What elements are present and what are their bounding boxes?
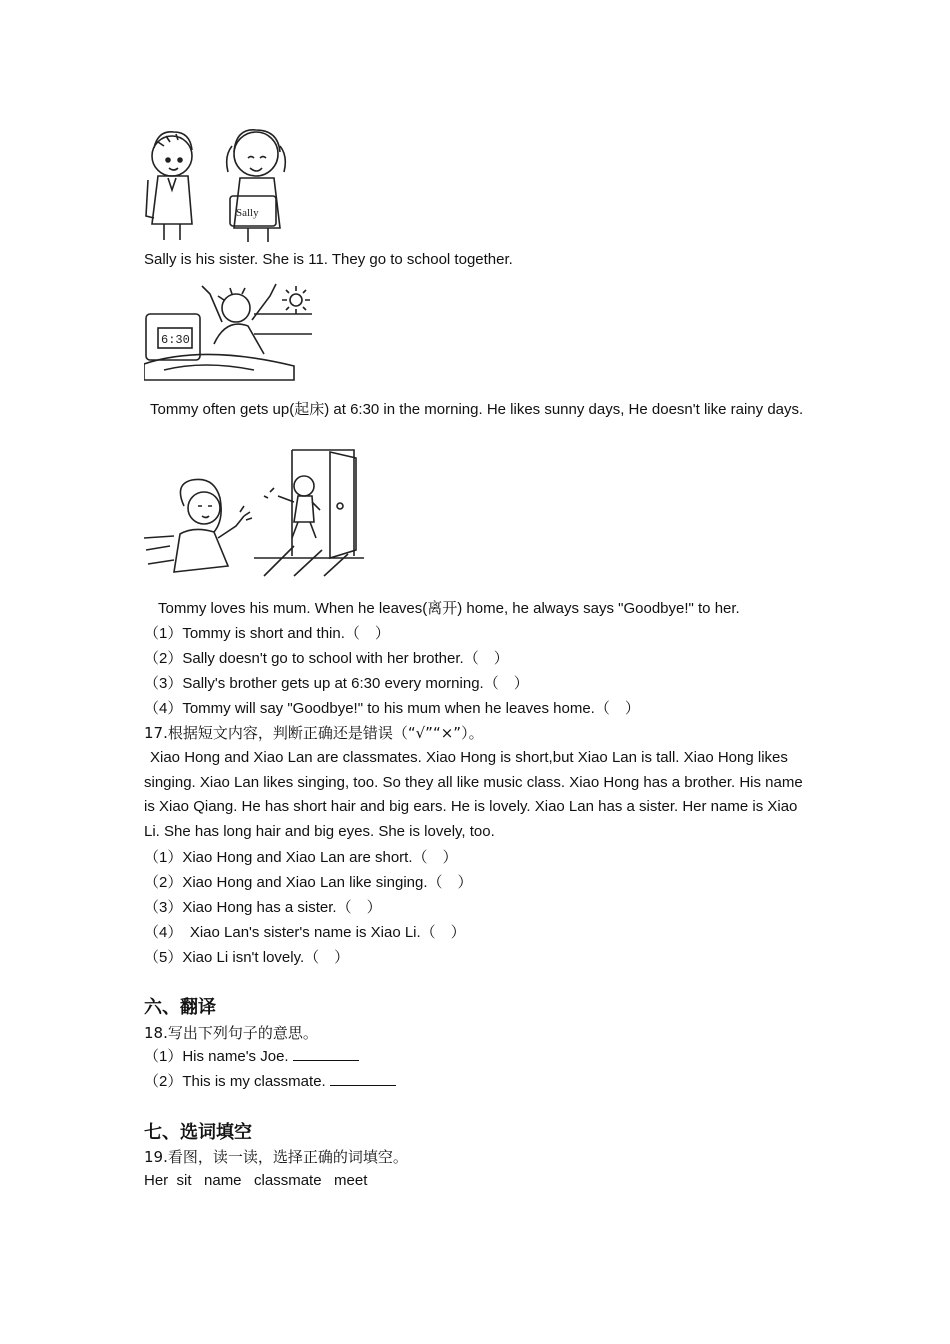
answer-blank[interactable] — [293, 1046, 359, 1061]
q17-question-5: （5）Xiao Li isn't lovely.（ ） — [144, 949, 350, 966]
q18-item-1: （1）His name's Joe. — [144, 1045, 359, 1070]
q17-question-4: （4） Xiao Lan's sister's name is Xiao Li.（ ） — [144, 924, 466, 941]
reading-paragraph-3: Tommy loves his mum. When he leaves(离开) home, he always says "Goodbye!" to her. — [158, 600, 740, 617]
saying-goodbye-illustration — [144, 446, 366, 580]
reading-paragraph-1: Sally is his sister. She is 11. They go to school together. — [144, 251, 513, 268]
reading-paragraph-2: Tommy often gets up(起床) at 6:30 in the morning. He likes sunny days, He doesn't like rainy days. — [150, 401, 804, 418]
getting-up-illustration — [144, 274, 314, 382]
reading1-question-2: （2）Sally doesn't go to school with her brother.（ ） — [144, 650, 509, 667]
sally-name-tag: Sally — [236, 207, 259, 219]
q17-question-2: （2）Xiao Hong and Xiao Lan like singing.（ ） — [144, 874, 473, 891]
question-19-title: 19.看图，读一读，选择正确的词填空。 — [144, 1148, 408, 1166]
reading1-question-3: （3）Sally's brother gets up at 6:30 every morning.（ ） — [144, 675, 529, 692]
question-17-title: 17.根据短文内容，判断正确还是错误（“√”“×”）。 — [144, 724, 484, 742]
q17-question-3: （3）Xiao Hong has a sister.（ ） — [144, 899, 382, 916]
word-bank: Her sit name classmate meet — [144, 1172, 368, 1189]
question-17-passage: Xiao Hong and Xiao Lan are classmates. Xiao Hong is short,but Xiao Lan is tall. Xiao Hong likes singing. Xiao Lan likes singing, too. So they all like music class. Xiao Hong has a brother. His name is Xiao Qiang. He has short hair and big ears. He is lovely. Xiao Lan has a sister. Her name is Xiao Li. She has long hair and big eyes. She is lovely, too. — [144, 749, 803, 841]
reading1-question-1: （1）Tommy is short and thin.（ ） — [144, 625, 390, 642]
reading1-question-4: （4）Tommy will say "Goodbye!" to his mum when he leaves home.（ ） — [144, 700, 640, 717]
q18-item-2: （2）This is my classmate. — [144, 1070, 396, 1095]
clock-time-display: 6:30 — [161, 333, 190, 347]
q17-question-1: （1）Xiao Hong and Xiao Lan are short.（ ） — [144, 849, 458, 866]
section-7-heading: 七、选词填空 — [144, 1122, 252, 1143]
section-6-heading: 六、翻译 — [144, 997, 216, 1018]
boy-and-girl-illustration — [144, 124, 294, 244]
question-18-title: 18.写出下列句子的意思。 — [144, 1024, 318, 1042]
answer-blank[interactable] — [330, 1071, 396, 1086]
